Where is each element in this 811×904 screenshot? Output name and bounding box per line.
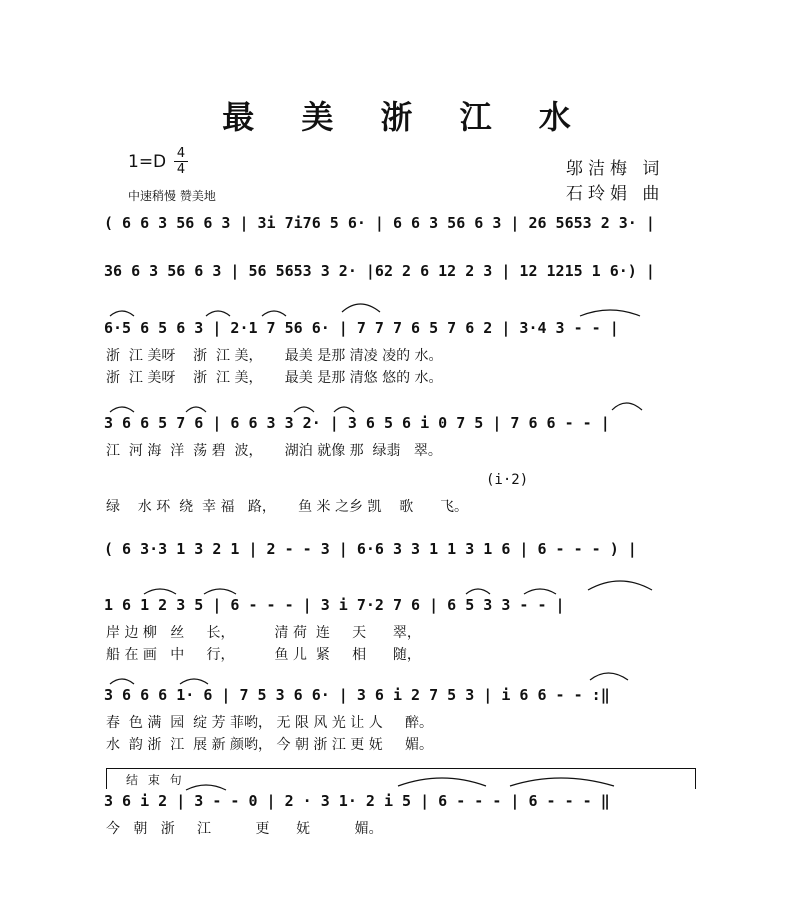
slur	[262, 311, 286, 316]
song-title: 最 美 浙 江 水	[222, 98, 589, 136]
slur	[524, 589, 556, 594]
lyric-line-3: 江 河 海 洋 荡 碧 波， 湖泊 就像 那 绿翡 翠。	[106, 443, 442, 459]
slur	[180, 679, 208, 684]
slur	[466, 589, 490, 594]
slur	[204, 589, 236, 594]
slur	[110, 407, 134, 412]
music-line-8: 3 6 i 2 | 3 - - 0 | 2 · 3 1· 2 i 5 | 6 - - - | 6 - - - ‖	[104, 792, 610, 810]
slur	[186, 407, 206, 412]
slur	[398, 778, 486, 786]
slur	[294, 407, 314, 412]
lyric-line-8: 水 韵 浙 江 展 新 颜哟， 今 朝 浙 江 更 妩 媚。	[106, 737, 434, 753]
slur	[612, 403, 642, 410]
slur	[334, 407, 354, 412]
slur	[510, 778, 614, 786]
music-line-5: ( 6 3·3 1 3 2 1 | 2 - - 3 | 6·6 3 3 1 1 3 1 6 | 6 - - - ) |	[104, 540, 637, 558]
slur	[580, 310, 640, 316]
time-signature-top: 4	[174, 146, 188, 162]
lyric-line-2: 浙 江 美呀 浙 江 美， 最美 是那 清悠 悠的 水。	[106, 370, 443, 386]
tempo-marking: 中速稍慢 赞美地	[128, 189, 216, 203]
slur	[590, 673, 628, 680]
slur	[110, 311, 134, 316]
music-line-1: ( 6 6 3 56 6 3 | 3i 7i76 5 6· | 6 6 3 56 6 3 | 26 5653 2 3· |	[104, 214, 655, 232]
music-line-2: 36 6 3 56 6 3 | 56 5653 3 2· |62 2 6 12 2 3 | 12 1215 1 6·) |	[104, 262, 655, 280]
music-line-4: 3 6 6 5 7 6 | 6 6 3 3 2· | 3 6 5 6 i 0 7 5 | 7 6 6 - - |	[104, 414, 610, 432]
composer-credit: 石玲娟 曲	[566, 184, 665, 204]
music-line-6: 1 6 1 2 3 5 | 6 - - - | 3 i 7·2 7 6 | 6 5 3 3 - - |	[104, 596, 565, 614]
slur	[186, 785, 226, 790]
ending-label: 结 束 句	[126, 773, 185, 787]
lyric-line-7: 春 色 满 园 绽 芳 菲哟， 无 限 风 光 让 人 醉。	[106, 715, 434, 731]
music-line-7: 3 6 6 6 1· 6 | 7 5 3 6 6· | 3 6 i 2 7 5 3 | i 6 6 - - :‖	[104, 686, 610, 704]
slur	[110, 679, 134, 684]
music-line-3: 6·5 6 5 6 3 | 2·1 7 56 6· | 7 7 7 6 5 7 6 2 | 3·4 3 - - |	[104, 319, 619, 337]
key-signature: 1=D	[128, 152, 167, 172]
lyric-line-9: 今 朝 浙 江 更 妩 媚。	[106, 821, 383, 837]
lyric-line-1: 浙 江 美呀 浙 江 美， 最美 是那 清凌 凌的 水。	[106, 348, 443, 364]
slur	[144, 589, 176, 594]
time-signature-bottom: 4	[176, 162, 186, 177]
slur	[206, 311, 230, 316]
slur	[588, 581, 652, 590]
lyricist-credit: 邬洁梅 词	[566, 159, 665, 179]
alt-notation: (i·2)	[486, 472, 529, 488]
slur	[342, 304, 380, 312]
lyric-line-6: 船 在 画 中 行， 鱼 儿 紧 相 随，	[106, 647, 421, 663]
lyric-line-5: 岸 边 柳 丝 长， 清 荷 连 天 翠，	[106, 625, 421, 641]
lyric-line-4: 绿 水 环 绕 幸 福 路， 鱼 米 之乡 凯 歌 飞。	[106, 499, 468, 515]
